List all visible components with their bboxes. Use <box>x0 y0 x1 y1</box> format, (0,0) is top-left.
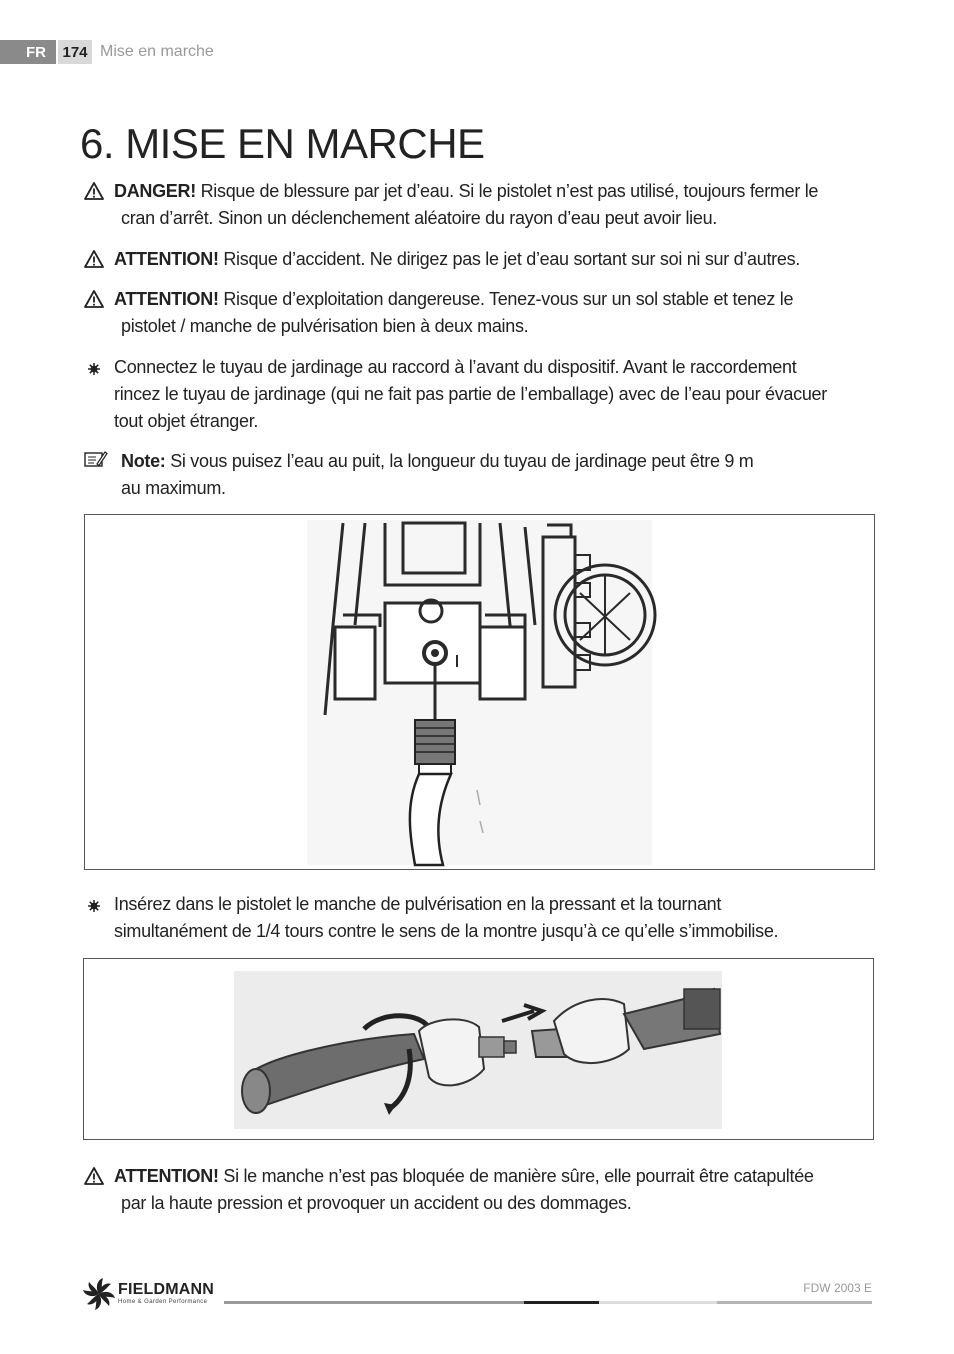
instruction-text-continued: simultanément de 1/4 tours contre le sens de la montre jusqu’à ce qu’elle s’immobilise. <box>114 921 779 941</box>
instruction-text-continued: rincez le tuyau de jardinage (qui ne fait pas partie de l’emballage) avec de l’eau pour évacuer <box>114 384 827 404</box>
hose-connection-figure <box>84 514 875 870</box>
warning-icon <box>84 181 104 201</box>
warning-label: ATTENTION! <box>114 289 219 309</box>
language-tab: FR <box>0 40 56 64</box>
footer-rule-light <box>599 1301 717 1304</box>
warning-text: Si le manche n’est pas bloquée de manière sûre, elle pourrait être catapultée <box>223 1166 814 1186</box>
lance-insertion-illustration <box>84 959 873 1139</box>
warning-icon <box>84 249 104 269</box>
instruction-text: Connectez le tuyau de jardinage au raccord à l’avant du dispositif. Avant le raccordement <box>114 357 797 377</box>
warning-text-continued: par la haute pression et provoquer un accident ou des dommages. <box>121 1193 632 1213</box>
note-icon <box>84 450 108 470</box>
fan-logo-icon <box>82 1276 116 1312</box>
instruction-item <box>84 891 884 945</box>
brand-logo <box>82 1276 222 1312</box>
bullet-icon <box>84 894 104 914</box>
instruction-item <box>84 354 884 435</box>
hose-connection-illustration <box>85 515 874 869</box>
instruction-text-continued: tout objet étranger. <box>114 411 259 431</box>
attention-warning <box>84 246 884 273</box>
brand-tagline: Home & Garden Performance <box>118 1299 208 1305</box>
warning-label: ATTENTION! <box>114 1166 219 1186</box>
footer-rule-accent <box>524 1301 599 1304</box>
bullet-icon <box>84 357 104 377</box>
page-title: 6. MISE EN MARCHE <box>80 120 485 167</box>
footer-rule <box>224 1301 524 1304</box>
warning-label: DANGER! <box>114 181 196 201</box>
warning-icon <box>84 289 104 309</box>
section-name: Mise en marche <box>100 43 214 60</box>
warning-text: Risque d’exploitation dangereuse. Tenez-vous sur un sol stable et tenez le <box>223 289 794 309</box>
lance-insertion-figure <box>83 958 874 1140</box>
note-block <box>84 448 884 502</box>
footer-rule-end <box>717 1301 872 1304</box>
attention-warning <box>84 286 884 340</box>
danger-warning <box>84 178 884 232</box>
page-number: 174 <box>58 40 92 64</box>
warning-icon <box>84 1166 104 1186</box>
instruction-text: Insérez dans le pistolet le manche de pulvérisation en la pressant et la tournant <box>114 894 722 914</box>
model-number: FDW 2003 E <box>803 1281 872 1295</box>
warning-text: Risque de blessure par jet d’eau. Si le pistolet n’est pas utilisé, toujours fermer le <box>200 181 819 201</box>
note-label: Note: <box>121 451 166 471</box>
page-header <box>0 40 214 64</box>
warning-text: Risque d’accident. Ne dirigez pas le jet d’eau sortant sur soi ni sur d’autres. <box>223 249 800 269</box>
brand-name: FIELDMANN <box>118 1281 215 1298</box>
note-text: Si vous puisez l’eau au puit, la longueur du tuyau de jardinage peut être 9 m <box>170 451 754 471</box>
warning-text-continued: cran d’arrêt. Sinon un déclenchement aléatoire du rayon d’eau peut avoir lieu. <box>121 208 717 228</box>
warning-text-continued: pistolet / manche de pulvérisation bien à deux mains. <box>121 316 529 336</box>
note-text-continued: au maximum. <box>121 478 226 498</box>
warning-label: ATTENTION! <box>114 249 219 269</box>
attention-warning <box>84 1163 884 1217</box>
